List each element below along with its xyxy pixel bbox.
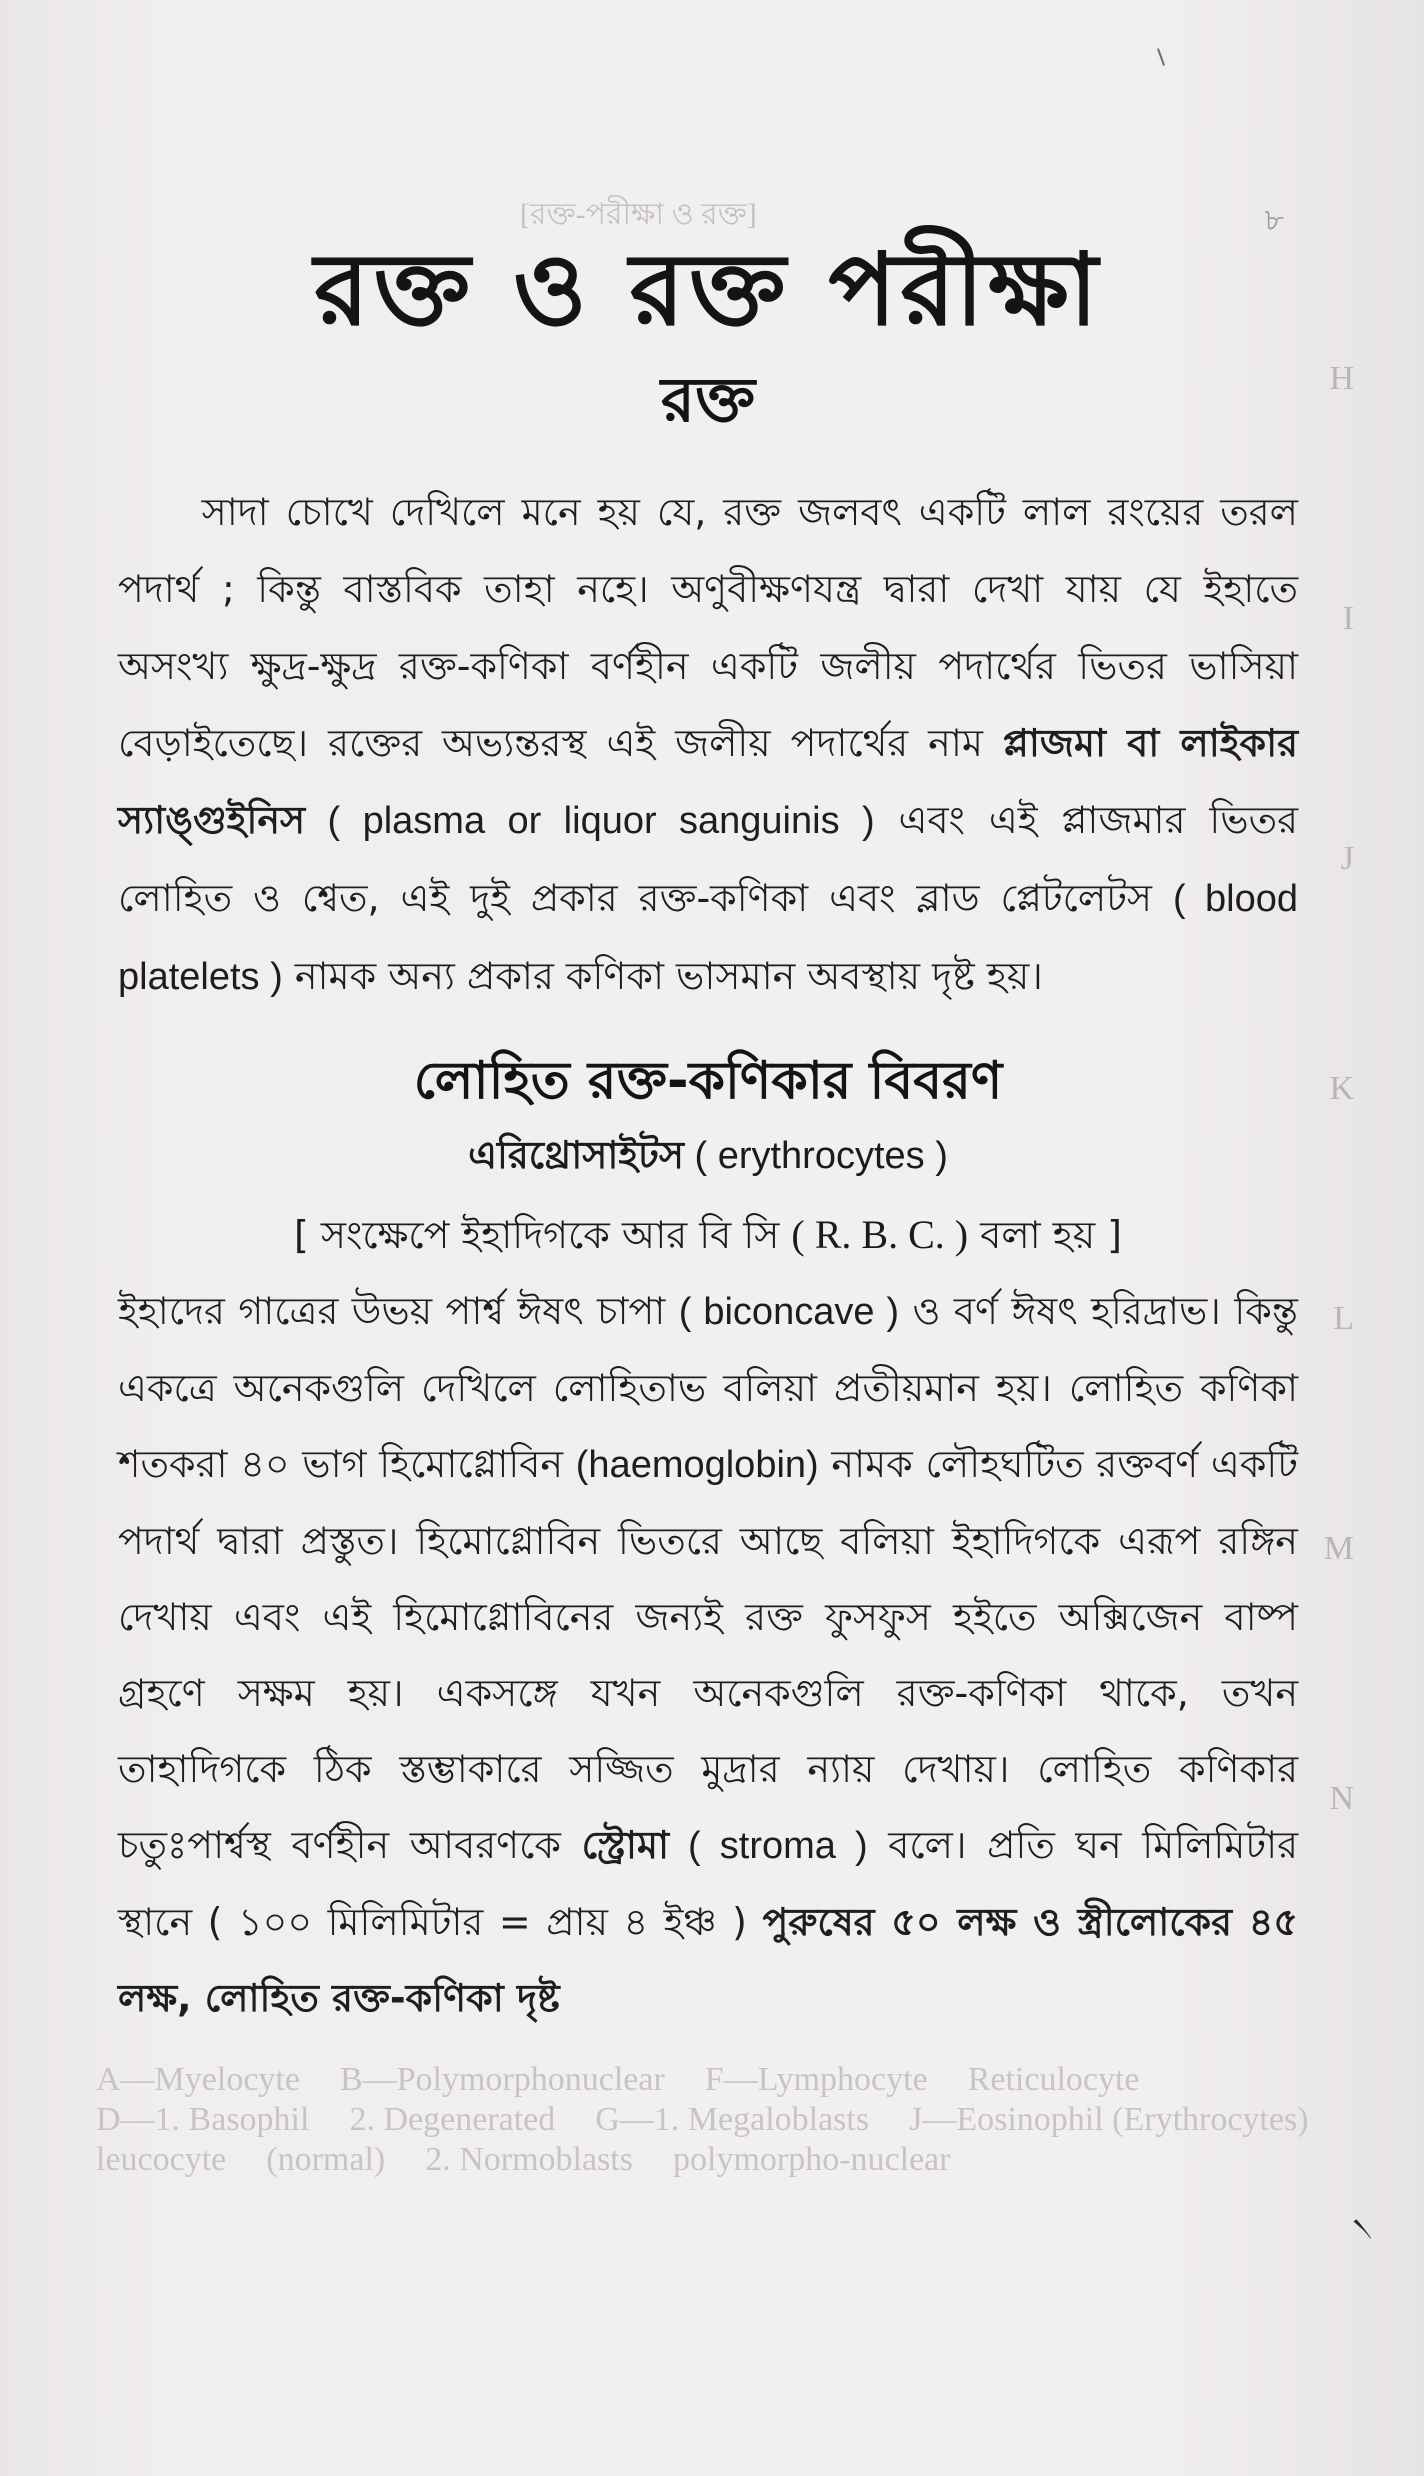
body-text: ইহাদের গাত্রের উভয় পার্শ্ব ঈষৎ চাপা xyxy=(118,1289,679,1333)
section-subheading xyxy=(118,1122,1298,1189)
intro-text: নামক অন্য প্রকার কণিকা ভাসমান অবস্থায় দৃষ্ট হয়। xyxy=(282,954,1043,998)
erythrocytes-latin: ( erythrocytes ) xyxy=(683,1135,948,1177)
bleed-through-header: [রক্ত-পরীক্ষা ও রক্ত] xyxy=(520,198,757,231)
bleed-through-letter: M xyxy=(1323,1530,1354,1567)
intro-paragraph xyxy=(118,474,1298,1016)
margin-mark: ৲ xyxy=(1352,2196,1373,2236)
page-title: রক্ত ও রক্ত পরীক্ষা xyxy=(314,231,1102,348)
bleed-cell: 2. Normoblasts xyxy=(425,2141,633,2178)
plasma-latin: ( plasma or liquor sanguinis ) xyxy=(305,800,875,842)
bleed-cell: polymorpho-nuclear xyxy=(673,2141,951,2178)
body-text: ও বর্ণ ঈষৎ হরিদ্রাভ। কিন্তু একত্রে অনেকগুলি দেখিলে লোহিতাভ বলিয়া প্রতীয়মান হয়। লোহিত কণিকা শতকরা ৪০ ভাগ হিমোগ্লোবিন xyxy=(118,1289,1298,1486)
stroma-latin: ( stroma ) xyxy=(668,1825,868,1867)
body-text: বলে। প্রতি ঘন মিলিমিটার স্থানে ( ১০০ মিলিমিটার = প্রায় ৪ ইঞ্চ ) xyxy=(118,1823,1299,1944)
stray-pen-mark xyxy=(1157,48,1165,66)
bleed-cell: A—Myelocyte xyxy=(96,2061,300,2098)
bleed-through-letter: K xyxy=(1329,1070,1354,1107)
bleed-through-letter: H xyxy=(1329,360,1354,397)
body-text: নামক লৌহঘটিত রক্তবর্ণ একটি পদার্থ দ্বারা প্রস্তুত। হিমোগ্লোবিন ভিতরে আছে বলিয়া ইহাদিগকে এরূপ রঙ্গিন দেখায় এবং এই হিমোগ্লোবিনের জন্যই রক্ত ফুসফুস হইতে অক্সিজেন বাষ্প গ্রহণে সক্ষম হয়। একসঙ্গে যখন অনেকগুলি রক্ত-কণিকা থাকে, তখন তাহাদিগকে ঠিক স্তম্ভাকারে সজ্জিত মুদ্রার ন্যায় দেখায়। লোহিত কণিকার চতুঃপার্শ্বস্থ বর্ণহীন আবরণকে xyxy=(118,1442,1298,1867)
plasma-term: প্লাজমা বা লাইকার স্যাঙ্গুইনিস xyxy=(118,721,1298,842)
bleed-through-row xyxy=(96,2060,1346,2100)
intro-text: এবং এই প্লাজমার ভিতর লোহিত ও শ্বেত, এই দুই প্রকার রক্ত-কণিকা এবং ব্লাড প্লেটলেটস xyxy=(118,798,1298,920)
page-subtitle: রক্ত xyxy=(660,363,756,436)
haemoglobin-latin: (haemoglobin) xyxy=(575,1444,819,1486)
bleed-through-letter: J xyxy=(1340,840,1354,877)
bleed-cell: J—Eosinophil (Erythrocytes) xyxy=(909,2101,1309,2138)
bleed-cell: Reticulocyte xyxy=(967,2061,1140,2098)
erythrocytes-term: এরিথ্রোসাইটস xyxy=(468,1133,684,1177)
page-content xyxy=(118,200,1298,2036)
biconcave-latin: ( biconcave ) xyxy=(678,1291,900,1333)
bleed-through-letter: N xyxy=(1329,1780,1354,1817)
stroma-term: স্ট্রোমা xyxy=(581,1823,669,1867)
section-heading: লোহিত রক্ত-কণিকার বিবরণ xyxy=(413,1051,1003,1111)
bleed-through-page-number: ৮ xyxy=(1264,204,1284,237)
platelets-latin: ( blood platelets ) xyxy=(118,878,1298,998)
note-text: বলা হয় ] xyxy=(968,1213,1123,1257)
bleed-through-row xyxy=(96,2140,1346,2180)
bleed-cell: (normal) xyxy=(266,2141,386,2178)
body-paragraph xyxy=(118,1273,1298,2036)
note-text: [ সংক্ষেপে ইহাদিগকে আর বি সি xyxy=(293,1213,792,1257)
bleed-cell: B—Polymorphonuclear xyxy=(339,2061,665,2098)
intro-text: সাদা চোখে দেখিলে মনে হয় যে, রক্ত জলবৎ একটি লাল রংয়ের তরল পদার্থ ; কিন্তু বাস্তবিক তাহা নহে। অণুবীক্ষণযন্ত্র দ্বারা দেখা যায় যে ইহাতে অসংখ্য ক্ষুদ্র-ক্ষুদ্র রক্ত-কণিকা বর্ণহীন একটি জলীয় পদার্থের ভিতর ভাসিয়া বেড়াইতেছে। রক্তের অভ্যন্তরস্থ এই জলীয় পদার্থের নাম xyxy=(118,490,1298,765)
body-text-bold: পুরুষের ৫০ লক্ষ ও স্ত্রীলোকের ৪৫ লক্ষ, লোহিত রক্ত-কণিকা দৃষ্ট xyxy=(118,1900,1299,2020)
bleed-through-row xyxy=(96,2100,1346,2140)
bleed-cell: 2. Degenerated xyxy=(349,2101,556,2138)
abbreviation-note xyxy=(118,1197,1298,1273)
bleed-cell: leucocyte xyxy=(96,2141,227,2178)
bleed-through-caption xyxy=(96,2060,1346,2180)
bleed-cell: F—Lymphocyte xyxy=(704,2061,928,2098)
bleed-through-letter: I xyxy=(1342,600,1354,637)
bleed-cell: D—1. Basophil xyxy=(96,2101,310,2138)
rbc-abbreviation: ( R. B. C. ) xyxy=(791,1212,969,1257)
bleed-cell: G—1. Megaloblasts xyxy=(595,2101,870,2138)
bleed-through-letter: L xyxy=(1333,1300,1354,1337)
